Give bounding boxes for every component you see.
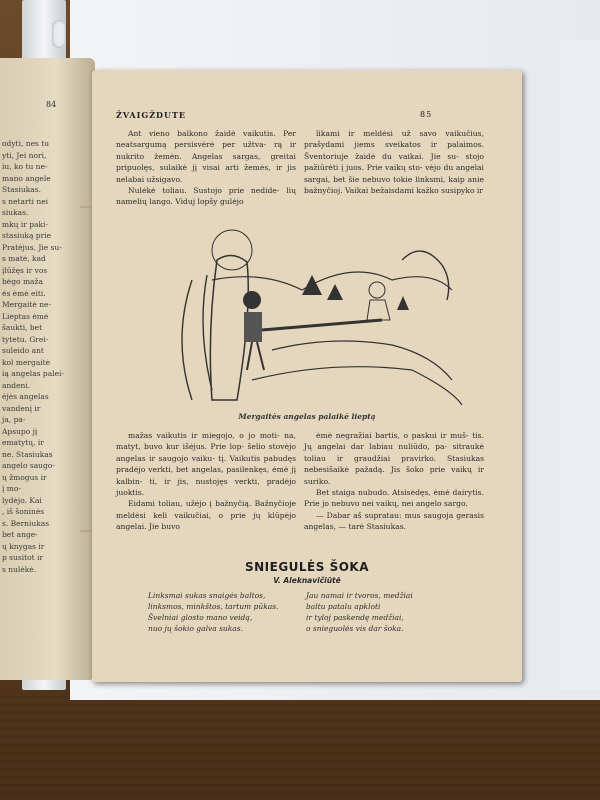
text-line: į mo-	[2, 484, 21, 493]
text-line: s nulėkė.	[2, 564, 37, 574]
text-line: kol mergaitė	[2, 357, 51, 367]
text-line: stasiuką prie	[2, 231, 52, 240]
text-line: iu, ko tu ne-	[2, 162, 48, 171]
text-line: andeni.	[2, 380, 31, 390]
left-page-number: 84	[46, 100, 57, 109]
poem-line: nuo jų šokio galva sukas.	[148, 624, 243, 633]
text-line: bėgo maža	[2, 277, 43, 286]
paragraph: Ant vieno balkono žaidė vaikutis. Per neatsargumą persisvėrė per užtva- rą ir nukrito žemėn. Angelas sargas, greitai pripuolęs, sulaikė jį visai arti žemės, ir jis nelabai užsigavo.	[116, 129, 296, 184]
paragraph: mažas vaikutis ir miegojo, o jo moti- na, matyt, buvo kur išėjus. Prie lop- šelio stovėjo angelas ir saugojo vaiku- tį. Vaikutis pabudęs pradėjo verkti, bet angelas, pasilenkęs, ėmė jį kalbin- ti, ir jis, nustojęs verkti, pradėjo juoktis.	[116, 431, 296, 498]
page-header: ŽVAIGŽDUTE	[116, 110, 187, 120]
text-line: vandenį ir	[2, 403, 41, 413]
poem-line: ir tyloj paskendę medžiai,	[306, 613, 404, 622]
text-line: ią angelas palei-	[2, 369, 64, 378]
poem-line: Jau namai ir tvoros, medžiai	[306, 591, 413, 600]
text-line: Stasiukas.	[2, 185, 41, 194]
text-line: ematytų, ir	[2, 438, 44, 447]
text-line: Apsupo jį	[2, 426, 38, 436]
text-line: Lieptas ėmė	[2, 311, 49, 321]
text-line: tytetu. Grei-	[2, 334, 49, 344]
text-line: šaukti, bet	[2, 323, 43, 332]
column-2-top	[304, 128, 484, 196]
text-line: angelo saugo-	[2, 461, 55, 470]
text-line: ų žmogus ir	[2, 472, 47, 482]
text-line: įlūžęs ir vos	[2, 265, 48, 275]
poem-stanza-right	[306, 590, 413, 634]
table-grain	[0, 690, 600, 800]
text-line: bet ange-	[2, 530, 38, 539]
text-line: mano angele	[2, 173, 51, 183]
text-line: s matė, kad	[2, 254, 46, 263]
left-page	[0, 58, 95, 680]
binding-stitch	[80, 530, 92, 540]
column-2-bottom	[304, 430, 484, 533]
poem-line: o snieguolės vis dar šoka.	[306, 624, 404, 633]
illustration-caption: Mergaitės angelas palaikė lieptą	[238, 412, 376, 421]
text-line: ja, pa-	[2, 415, 26, 424]
binding-stitch	[80, 206, 92, 216]
binder-ring	[52, 20, 66, 48]
text-line: p susitot ir	[2, 553, 44, 562]
text-line: yti, Jei nori,	[2, 150, 47, 160]
text-line: ės ėmė eiti.	[2, 288, 46, 298]
poem-author: V. Aleknavičiūtė	[273, 576, 341, 585]
angel-illustration	[152, 220, 472, 410]
poem-line: baltu patalu apkloti	[306, 602, 381, 611]
text-line: siukas.	[2, 208, 29, 217]
text-line: odyti, nes tu	[2, 139, 50, 148]
text-line: mkų ir paki-	[2, 219, 48, 229]
paragraph: — Dabar aš supratau: mus saugoja gerasis angelas, — tarė Stasiukas.	[304, 510, 484, 532]
paragraph: ėmė negražiai bartis, o paskui ir muš- tis. Jų angelai dar labiau nuliūdo, pa- sitraukė toliau ir graudžiai pravirko. Stasiukas nebesišaikė pažadą. Jis šoko prie vaikų ir suriko.	[304, 431, 484, 486]
poem-stanza-left	[148, 590, 278, 634]
text-line: ėjės angelas	[2, 392, 49, 401]
column-1-top	[116, 128, 296, 208]
paragraph: Nulėkė toliau. Sustojo prie nedide- lių namelių lango. Viduj lopšy gulėjo	[116, 186, 296, 207]
text-line: Mergaitė ne-	[2, 300, 52, 309]
poem-line: Linksmai sukas snaigės baltos,	[148, 591, 266, 600]
paragraph: likami ir meldėsi už savo vaikučius, prašydami jiems sveikatos ir palaimos. Šventoriuje žaidė du vaikai. Jie su- stojo pažiūrėti į juos. Prie vaikų sto- vėjo du angelai sargai, bet šie nebuvo tokie linksmi, kaip anie bažnyčioj. Vaikai bežaisdami kažko susipyko ir	[304, 129, 484, 196]
text-line: s netarti nei	[2, 196, 49, 206]
page-number: 85	[420, 110, 433, 119]
text-line: s. Berniukas	[2, 518, 50, 528]
sleeve-edge	[560, 40, 600, 690]
column-1-bottom	[116, 430, 296, 533]
text-line: Pratėjus. Jie su-	[2, 242, 62, 252]
left-page-text	[2, 138, 90, 575]
text-line: ne. Stasiukas	[2, 449, 53, 459]
text-line: suleido ant	[2, 346, 44, 355]
right-page	[92, 70, 522, 682]
poem-line: Švelniai glosto mano veidą,	[148, 613, 253, 622]
paragraph: Bet staiga nubudo. Atsisėdęs, ėmė dairytis. Prie jo nebuvo nei vaikų, nei angelo sargo.	[304, 488, 484, 509]
paragraph: Eidami toliau, užėjo į bažnyčią. Bažnyčioje meldėsi keli vaikučiai, o prie jų klūpėjo angelai. Jie buvo	[116, 499, 296, 532]
text-line: ų knygas ir	[2, 541, 45, 551]
text-line: , iš šoninės	[2, 507, 45, 516]
poem-title: SNIEGULĖS ŠOKA	[244, 560, 370, 574]
text-line: lydėjo. Kai	[2, 495, 42, 505]
poem-line: linksmos, minkštos, tartum pūkas.	[148, 602, 279, 611]
